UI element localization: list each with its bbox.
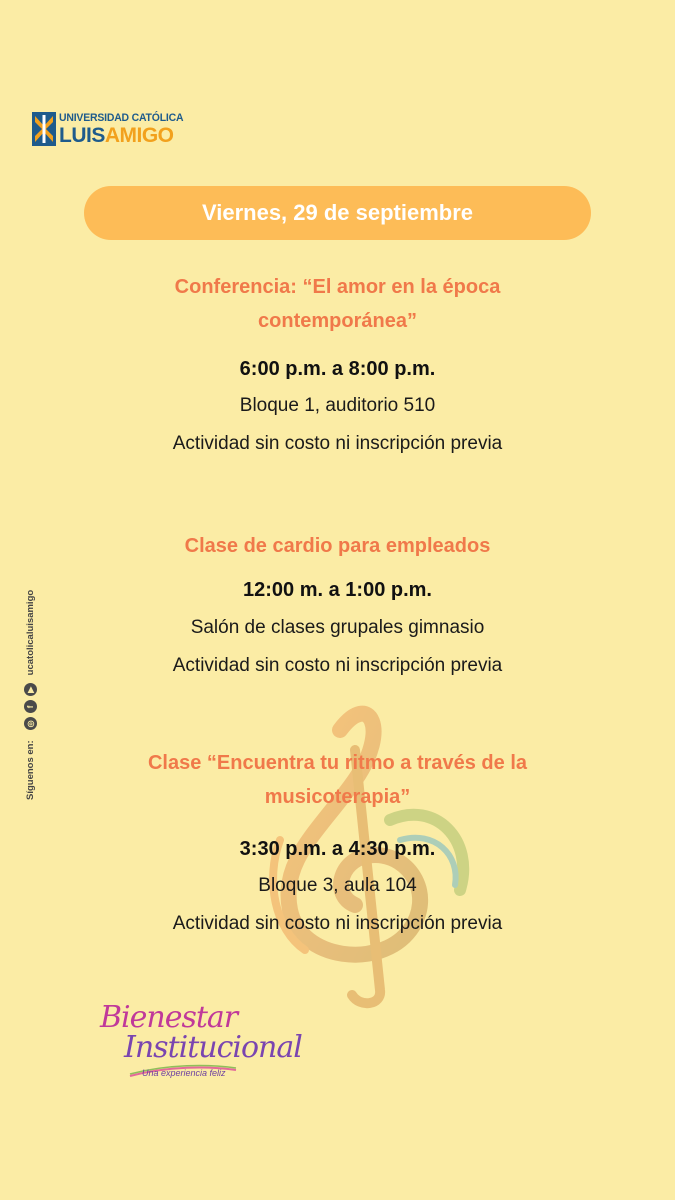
- event-title-line1: Clase de cardio para empleados: [184, 535, 491, 557]
- logo-top-text: UNIVERSIDAD CATÓLICA: [59, 111, 184, 124]
- event-title-line1: Clase “Encuentra tu ritmo a través de la: [147, 752, 528, 774]
- university-logo: [32, 112, 190, 146]
- event-musicotherapy: [0, 746, 675, 935]
- date-banner: [84, 186, 591, 240]
- logo-amigo-text: AMIGO: [104, 123, 174, 147]
- social-handle[interactable]: ucatolicaluisamigo: [25, 589, 36, 676]
- event-note: Actividad sin costo ni inscripción previa: [172, 655, 503, 676]
- logo-luis-text: LUIS: [59, 123, 105, 147]
- event-title-line2: contemporánea”: [258, 310, 417, 332]
- event-place: Bloque 3, aula 104: [258, 875, 417, 896]
- event-note: Actividad sin costo ni inscripción previa: [172, 433, 503, 454]
- institucional-word: Institucional: [124, 1030, 302, 1065]
- university-shield-icon: [32, 112, 56, 146]
- youtube-icon[interactable]: ▶: [24, 683, 37, 696]
- event-place: Bloque 1, auditorio 510: [239, 395, 436, 416]
- event-title-line2: musicoterapia”: [264, 786, 411, 808]
- social-label: Síguenos en:: [25, 740, 36, 800]
- bienestar-tagline: Una experiencia feliz: [142, 1068, 226, 1078]
- bienestar-word: Bienestar: [100, 1000, 238, 1035]
- event-time: 3:30 p.m. a 4:30 p.m.: [239, 838, 436, 860]
- event-time: 6:00 p.m. a 8:00 p.m.: [239, 358, 436, 380]
- event-title-line1: Conferencia: “El amor en la época: [174, 276, 501, 298]
- social-follow-strip: [10, 578, 38, 800]
- date-label: Viernes, 29 de septiembre: [201, 200, 474, 225]
- event-note: Actividad sin costo ni inscripción previa: [172, 913, 503, 934]
- event-cardio: [0, 529, 675, 677]
- instagram-icon[interactable]: ◎: [24, 717, 37, 730]
- facebook-icon[interactable]: f: [24, 700, 37, 713]
- event-place: Salón de clases grupales gimnasio: [190, 617, 485, 638]
- bienestar-logo: [98, 1000, 302, 1090]
- event-conference: [0, 270, 675, 455]
- event-time: 12:00 m. a 1:00 p.m.: [243, 579, 432, 601]
